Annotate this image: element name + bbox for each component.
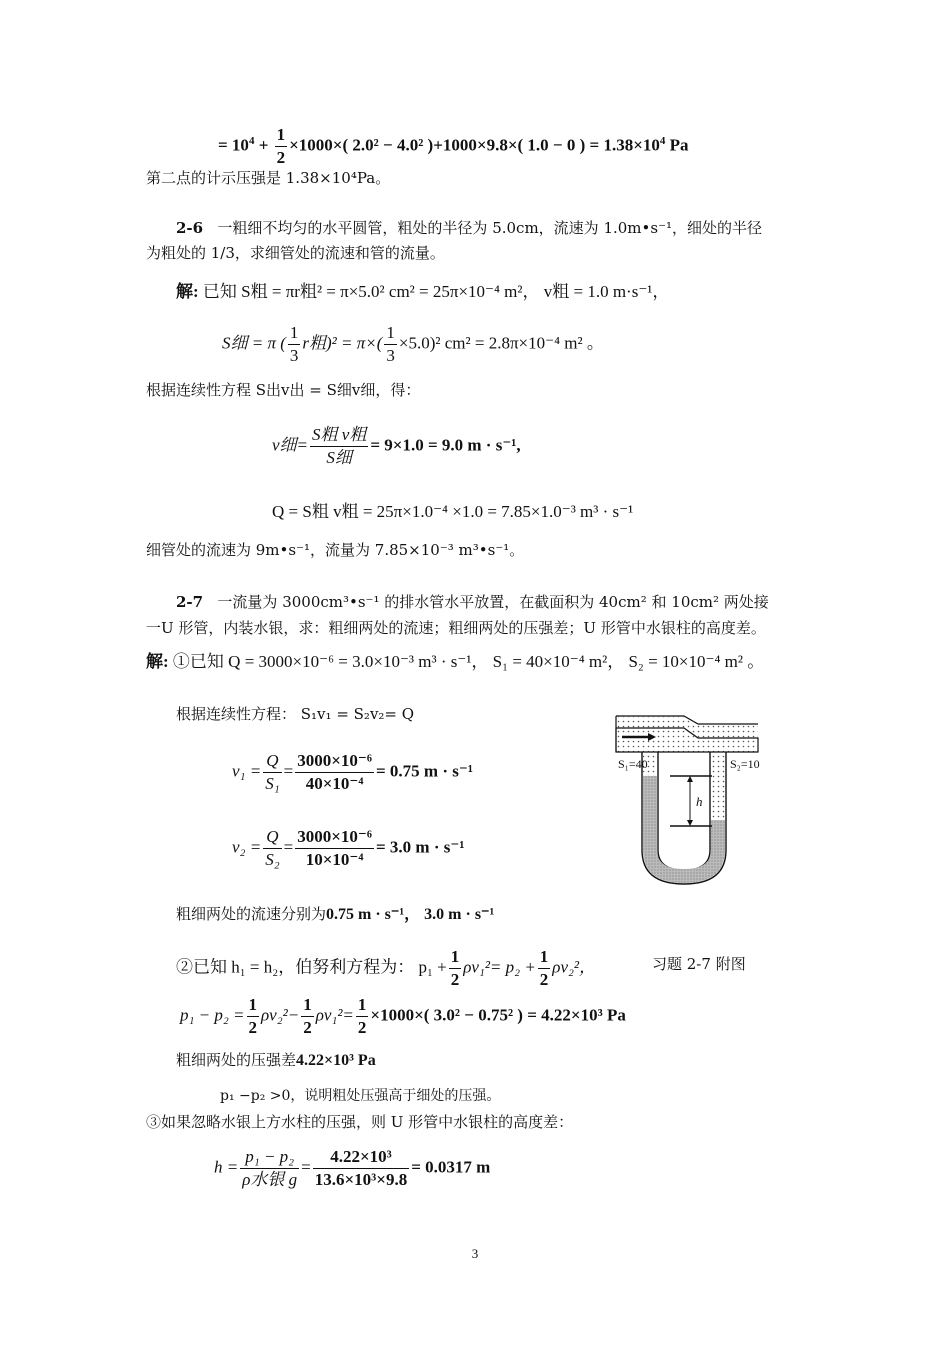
p27-known <box>146 650 764 674</box>
eq-text: ①已知 Q = 3000×10⁻⁶ = 3.0×10⁻³ m³ · s⁻¹， S₁ = 40×10⁻⁴ m²， S₂ = 10×10⁻⁴ m² 。 <box>172 652 765 671</box>
fraction: $\frac{\text{S粗 v粗}}{\text{S细}}$ <box>312 425 367 467</box>
solution-label: 解: <box>176 282 199 301</box>
problem-number: 2-6 <box>176 219 204 237</box>
p27-v2: v₂ = $\frac{Q}{\text{S₂}}$ = $\frac{\text{3000×10⁻⁶}}{\text{10×10⁻⁴}}$ = 3.0 m · s⁻¹ <box>232 827 465 869</box>
problem-number: 2-7 <box>176 593 204 611</box>
eq-unit: Pa <box>665 135 689 155</box>
u-tube-figure <box>612 710 772 890</box>
fraction: $\frac{1}{3}$ <box>386 323 395 365</box>
p26-known <box>176 280 669 304</box>
problem-2-6-line2: 为粗处的 1/3，求细管处的流速和管的流量。 <box>146 244 445 262</box>
fraction: $\frac{1}{2}$ <box>303 995 312 1037</box>
height-marker <box>670 776 712 826</box>
p27-v1: v₁ = $\frac{Q}{\text{S₁}}$ = $\frac{\text{3000×10⁻⁶}}{\text{40×10⁻⁴}}$ = 0.75 m · s⁻¹ <box>232 751 473 793</box>
eq-text: 已知 S粗 = πr粗² = π×5.0² cm² = 25π×10⁻⁴ m²， v粗 = 1.0 m·s⁻¹， <box>202 282 670 301</box>
eq-text: ×1000×( 2.0² − 4.0² )+1000×9.8×( 1.0 − 0 ) = 1.38×10 <box>289 135 660 155</box>
fraction: $\frac{1}{2}$ <box>450 947 460 989</box>
p26-answer: 细管处的流速为 9m•s⁻¹，流量为 7.85×10⁻³ m³•s⁻¹。 <box>146 541 525 559</box>
p26-s-thin: S细 = π ( $\frac{1}{3}$ r粗)² = π×( $\frac{1}{3}$ ×5.0)² cm² = 2.8π×10⁻⁴ m² 。 <box>222 323 604 365</box>
problem-2-6-line1 <box>176 218 762 238</box>
fraction: $\frac{\text{p₁ − p₂}}{\text{ρ水银 g}}$ <box>242 1147 298 1189</box>
eq-exp: 4 <box>659 134 666 147</box>
p27-height: h = $\frac{\text{p₁ − p₂}}{\text{ρ水银 g}}$ = $\frac{\text{4.22×10³}}{\text{13.6×10³×9.8}}$ = 0.0317 m <box>214 1147 491 1189</box>
eq-text: = 10 <box>218 135 249 155</box>
p27-speeds: 粗细两处的流速分别为0.75 m · s⁻¹， 3.0 m · s⁻¹ <box>176 905 495 923</box>
figure-caption: 习题 2-7 附图 <box>652 955 746 973</box>
p26-continuity: 根据连续性方程 S出v出 = S细v细，得： <box>146 381 421 399</box>
fraction: $\frac{Q}{\text{S₁}}$ <box>265 751 280 793</box>
problem-text: 一流量为 3000cm³•s⁻¹ 的排水管水平放置，在截面积为 40cm² 和 10cm² 两处接 <box>217 593 769 611</box>
solution-label: 解: <box>146 652 169 671</box>
conclusion-2-5: 第二点的计示压强是 1.38×10⁴Pa。 <box>146 169 391 187</box>
problem-2-7-line1 <box>176 592 769 612</box>
p27-pressure-note: p₁ −p₂ >0，说明粗处压强高于细处的压强。 <box>220 1088 501 1104</box>
fraction: $\frac{\text{3000×10⁻⁶}}{\text{10×10⁻⁴}}$ <box>297 827 372 869</box>
u-tube <box>642 752 726 884</box>
eq-exp: 4 <box>248 134 255 147</box>
fraction: $\frac{1}{2}$ <box>539 947 549 989</box>
fraction: $\frac{1}{3}$ <box>289 323 299 365</box>
p27-pressure-text: 粗细两处的压强差4.22×10³ Pa <box>176 1051 376 1069</box>
fraction: $\frac{1}{2}$ <box>248 995 258 1037</box>
problem-text: 一粗细不均匀的水平圆管，粗处的半径为 5.0cm，流速为 1.0m•s⁻¹，细处的半径 <box>217 219 762 237</box>
p27-part3: ③如果忽略水银上方水柱的压强，则 U 形管中水银柱的高度差： <box>146 1113 574 1131</box>
fraction: $\frac{Q}{\text{S₂}}$ <box>265 827 280 869</box>
fraction: $\frac{\text{4.22×10³}}{\text{13.6×10³×9.8}}$ <box>314 1147 408 1189</box>
page-number: 3 <box>471 1246 479 1261</box>
fraction: $\frac{1}{2}$ <box>276 125 286 167</box>
fraction: $\frac{1}{2}$ <box>357 995 367 1037</box>
p26-v-thin: v细= $\frac{\text{S粗 v粗}}{\text{S细}}$ = 9×1.0 = 9.0 m · s⁻¹, <box>272 425 521 467</box>
p26-q: Q = S粗 v粗 = 25π×1.0⁻⁴ ×1.0 = 7.85×1.0⁻³ m³ · s⁻¹ <box>272 502 634 521</box>
p27-bernoulli: ②已知 h₁ = h₂，伯努利方程为： p₁ + $\frac{1}{2}$ ρv₁²= p₂ + $\frac{1}{2}$ ρv₂²， <box>176 947 597 989</box>
s2-label: S₂=10 <box>730 757 760 771</box>
problem-2-7-line2: 一U 形管，内装水银，求：粗细两处的流速；粗细两处的压强差；U 形管中水银柱的高度差。 <box>146 619 766 637</box>
pipe <box>616 716 758 752</box>
fraction: $\frac{\text{3000×10⁻⁶}}{\text{40×10⁻⁴}}$ <box>297 751 372 793</box>
p27-pressure-diff: p₁ − p₂ = $\frac{1}{2}$ ρv₂²− $\frac{1}{2}$ ρv₁²= $\frac{1}{2}$ ×1000×( 3.0² − 0.75² ) = 4.22×10³ Pa <box>180 995 626 1037</box>
h-label: h <box>696 794 703 809</box>
s1-label: S₁=40 <box>618 757 648 771</box>
p27-continuity: 根据连续性方程： S₁v₁ = S₂v₂= Q <box>176 705 415 723</box>
eq-text: + <box>254 135 273 155</box>
top-equation <box>218 124 689 169</box>
